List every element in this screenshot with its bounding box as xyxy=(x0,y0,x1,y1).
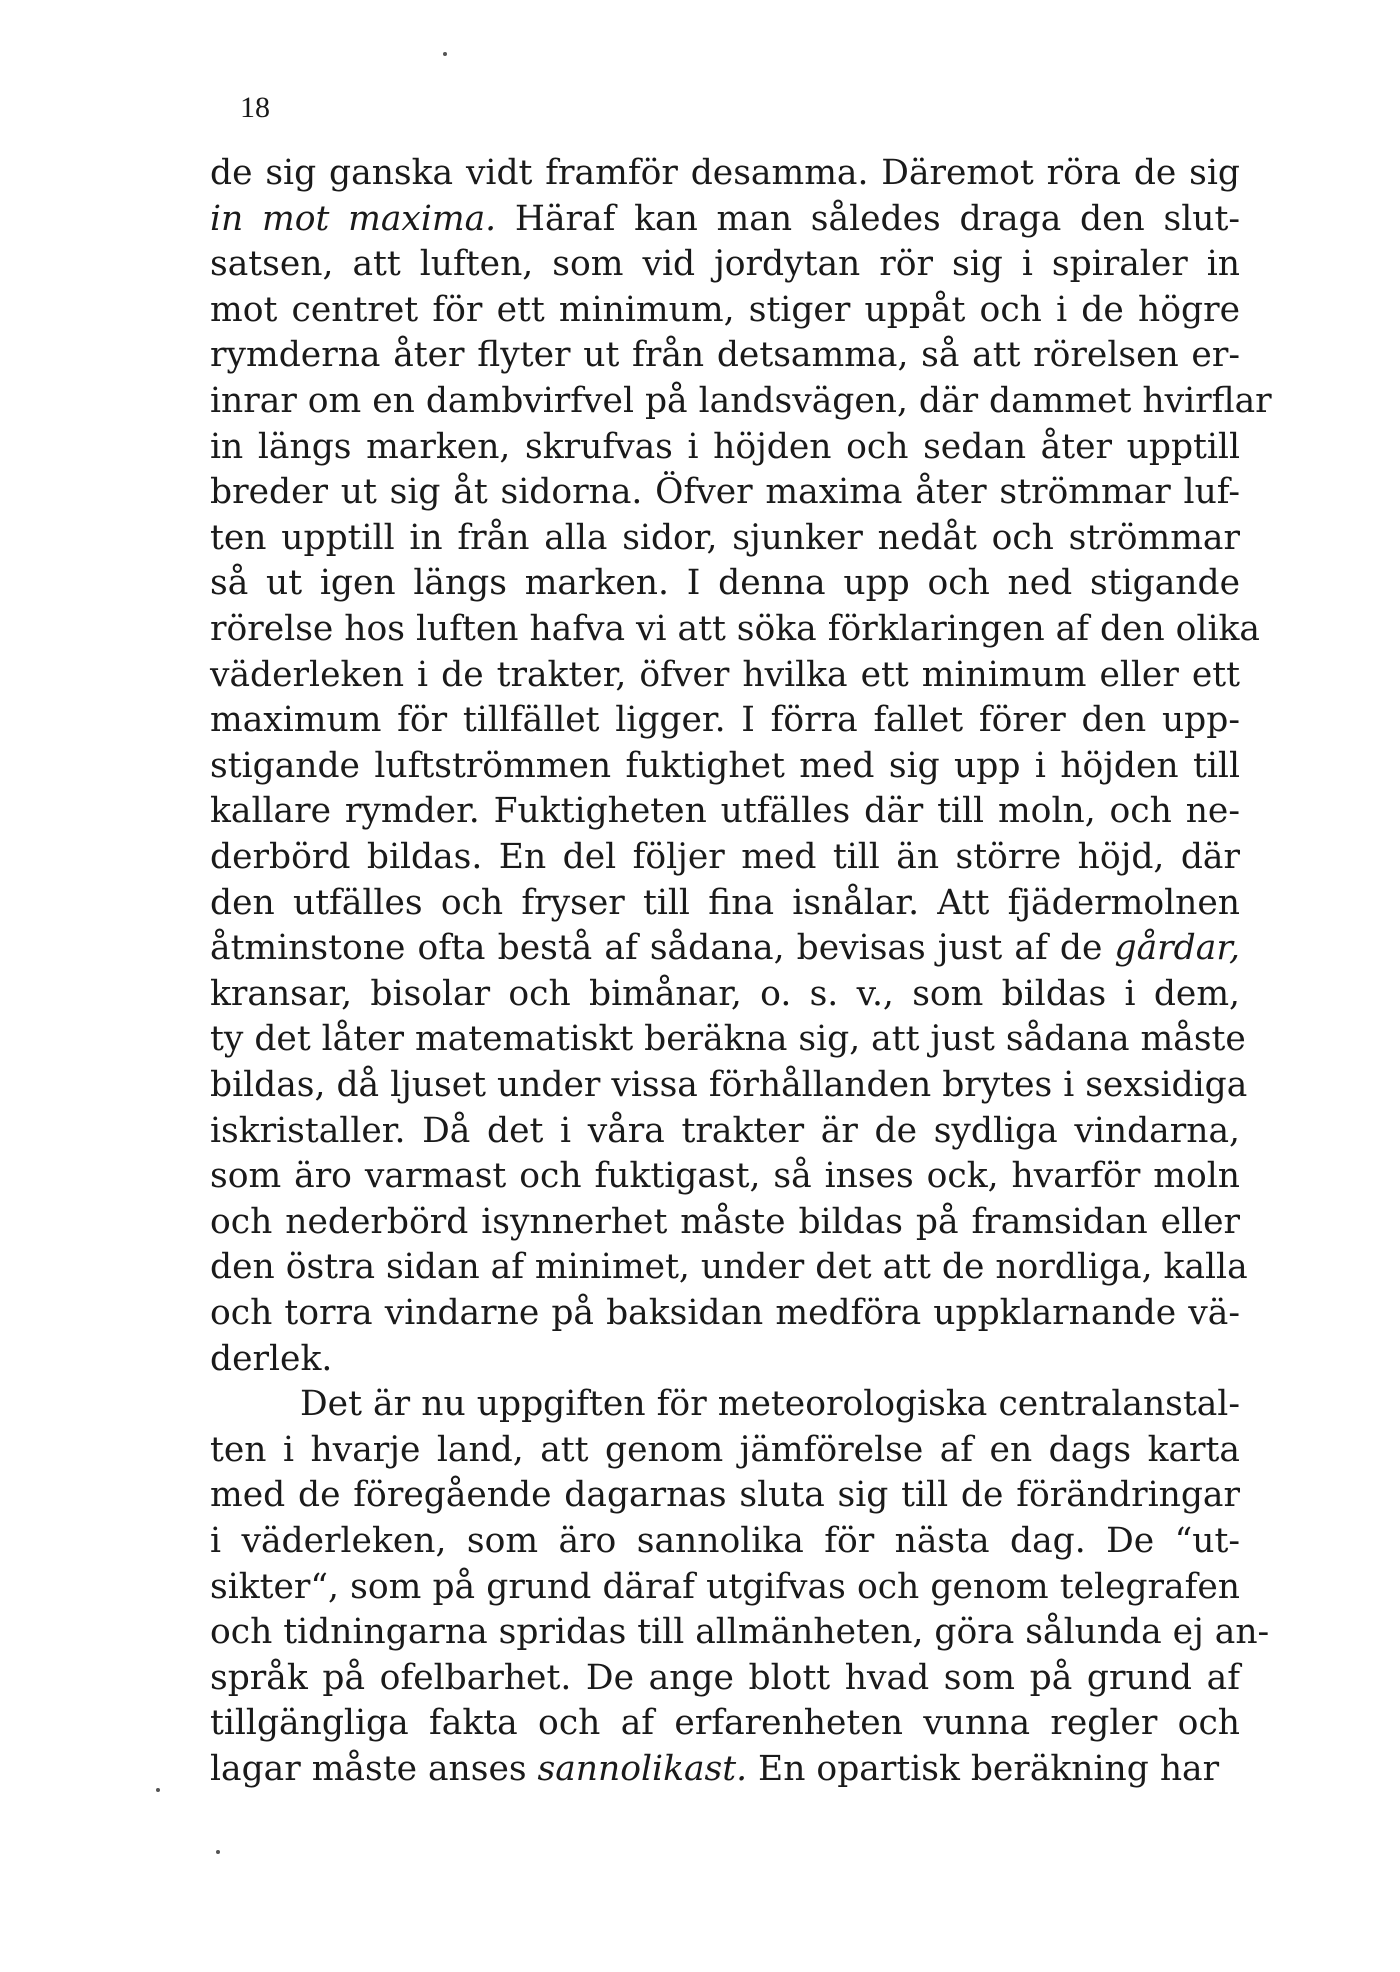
text-segment: satsen, att luften, som vid jordytan rör sig i spiraler in xyxy=(210,244,1240,285)
text-line xyxy=(210,424,1240,470)
text-segment: och torra vindarne på baksidan medföra uppklarnande vä- xyxy=(210,1293,1240,1333)
italic-text: sannolikast. xyxy=(537,1749,748,1789)
text-segment: Häraf kan man således draga den slut- xyxy=(496,198,1240,239)
text-line xyxy=(210,971,1240,1017)
text-segment: derlek. xyxy=(210,1338,333,1379)
text-line xyxy=(210,1700,1240,1746)
text-segment: den utfälles och fryser till fina isnålar. Att fjädermolnen xyxy=(210,882,1240,923)
text-line xyxy=(210,332,1240,378)
stray-mark xyxy=(156,1788,160,1792)
text-line xyxy=(210,1655,1240,1701)
page-number: 18 xyxy=(240,91,270,124)
text-segment: inrar om en dambvirfvel på landsvägen, där dammet hvirflar xyxy=(210,381,1272,421)
text-segment: En opartisk beräkning har xyxy=(747,1749,1220,1789)
text-segment: den östra sidan af minimet, under det att de nordliga, kalla xyxy=(210,1247,1248,1288)
text-line xyxy=(210,606,1260,652)
text-line xyxy=(210,241,1240,287)
text-line xyxy=(210,652,1240,698)
text-segment: som äro varmast och fuktigast, så inses ock, hvarför moln xyxy=(210,1156,1240,1197)
stray-mark xyxy=(216,1850,220,1854)
text-segment: och nederbörd isynnerhet måste bildas på framsidan eller xyxy=(210,1201,1240,1242)
text-segment: in längs marken, skrufvas i höjden och sedan åter upptill xyxy=(210,426,1240,467)
text-segment: kallare rymder. Fuktigheten utfälles där till moln, och ne- xyxy=(210,791,1240,832)
text-line xyxy=(210,1153,1240,1199)
text-segment: rörelse hos luften hafva vi att söka förklaringen af den olika xyxy=(210,609,1260,649)
text-segment: och tidningarna spridas till allmänheten, göra sålunda ej an- xyxy=(210,1612,1270,1653)
text-segment: stigande luftströmmen fuktighet med sig upp i höjden till xyxy=(210,745,1240,786)
text-line xyxy=(300,1381,1240,1427)
text-segment: åtminstone ofta bestå af sådana, bevisas just af de xyxy=(210,928,1115,969)
text-line xyxy=(210,1518,1240,1564)
text-line xyxy=(210,788,1240,834)
text-line xyxy=(210,743,1240,789)
text-line xyxy=(210,1062,1248,1108)
text-line xyxy=(210,1244,1248,1290)
text-line xyxy=(210,1746,1240,1792)
text-segment: mot centret för ett minimum, stiger uppåt och i de högre xyxy=(210,289,1240,330)
text-segment: Det är nu uppgiften för meteorologiska centralanstal- xyxy=(300,1384,1240,1425)
text-segment: breder ut sig åt sidorna. Öfver maxima åter strömmar luf- xyxy=(210,472,1240,513)
text-line xyxy=(210,469,1240,515)
text-segment: så ut igen längs marken. I denna upp och ned stigande xyxy=(210,563,1240,604)
text-line xyxy=(210,1108,1240,1154)
text-segment: med de föregående dagarnas sluta sig till de förändringar xyxy=(210,1475,1240,1516)
italic-text: gårdar, xyxy=(1114,928,1240,969)
text-line xyxy=(210,925,1240,971)
text-line xyxy=(210,560,1240,606)
text-segment: tillgängliga fakta och af erfarenheten vunna regler och xyxy=(210,1703,1240,1744)
text-line xyxy=(210,150,1240,196)
text-segment: väderleken i de trakter, öfver hvilka ett minimum eller ett xyxy=(210,654,1240,695)
text-line xyxy=(210,1427,1240,1473)
text-segment: i väderleken, som äro sannolika för nästa dag. De “ut- xyxy=(210,1521,1240,1561)
text-line xyxy=(210,880,1240,926)
text-line xyxy=(210,1609,1270,1655)
text-line xyxy=(210,1564,1240,1610)
text-line xyxy=(210,1336,1240,1382)
text-segment: språk på ofelbarhet. De ange blott hvad som på grund af xyxy=(210,1657,1240,1698)
stray-mark xyxy=(443,52,447,56)
text-segment: kransar, bisolar och bimånar, o. s. v., som bildas i dem, xyxy=(210,973,1240,1014)
text-line xyxy=(210,515,1240,561)
text-segment: de sig ganska vidt framför desamma. Däremot röra de sig xyxy=(210,153,1240,193)
text-segment: ty det låter matematiskt beräkna sig, att just sådana måste xyxy=(210,1019,1246,1060)
text-line xyxy=(210,287,1240,333)
text-segment: rymderna åter flyter ut från detsamma, så att rörelsen er- xyxy=(210,335,1240,376)
text-line xyxy=(210,1290,1240,1336)
text-segment: sikter“, som på grund däraf utgifvas och genom telegrafen xyxy=(210,1566,1240,1607)
text-segment: ten upptill in från alla sidor, sjunker nedåt och strömmar xyxy=(210,517,1240,558)
text-segment: derbörd bildas. En del följer med till än större höjd, där xyxy=(210,837,1240,877)
text-line xyxy=(210,697,1240,743)
text-line xyxy=(210,1472,1240,1518)
text-segment: lagar måste anses xyxy=(210,1749,538,1789)
text-segment: ten i hvarje land, att genom jämförelse af en dags karta xyxy=(210,1429,1240,1470)
text-line xyxy=(210,834,1240,880)
text-line xyxy=(210,378,1272,424)
text-line xyxy=(210,196,1240,242)
text-segment: maximum för tillfället ligger. I förra fallet förer den upp- xyxy=(210,700,1240,741)
text-segment: bildas, då ljuset under vissa förhållanden brytes i sexsidiga xyxy=(210,1065,1248,1105)
text-segment: iskristaller. Då det i våra trakter är de sydliga vindarna, xyxy=(210,1110,1240,1151)
text-line xyxy=(210,1199,1240,1245)
italic-text: in mot maxima. xyxy=(210,198,497,239)
text-line xyxy=(210,1016,1246,1062)
